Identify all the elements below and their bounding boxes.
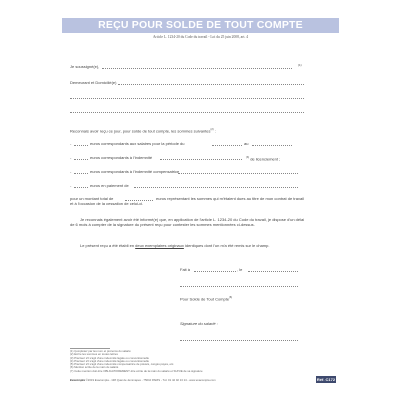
footnote-3: (3) Précisez s'il s'agit d'une indemnité légale ou conventionnelle xyxy=(70,355,149,360)
line-compensatrice: euros correspondants à l'indemnité compensatrice xyxy=(90,169,180,174)
bullet-2: - xyxy=(70,155,72,160)
field-amount-3[interactable] xyxy=(74,173,88,174)
text-exemplaires xyxy=(70,243,306,248)
line-paiement: euros en paiement de xyxy=(90,183,129,188)
line-licenciement-label: de licenciement ; xyxy=(250,156,281,162)
receipt-form-page xyxy=(62,10,339,390)
bullet-4: - xyxy=(70,183,72,188)
ref-2: (2) xyxy=(210,128,214,131)
field-compensatrice[interactable] xyxy=(178,173,298,174)
field-mention-line[interactable] xyxy=(180,286,298,287)
footer-brand: Exacompta xyxy=(70,378,85,382)
footnote-1: (1) Complétez par les nom et prénoms du salarié xyxy=(70,349,131,353)
text-montant-detail: euros représentant les sommes qui m'étaient dues au titre de mon contrat de travail et à l'occasion de la cessation de celui-ci. xyxy=(70,196,304,206)
text-montant: pour un montant total de xyxy=(70,196,114,201)
field-address-line-2[interactable] xyxy=(70,98,304,99)
footnote-4: (4) Précisez s'il s'agit d'une indemnité légale ou conventionnelle xyxy=(70,358,149,363)
field-soussigne[interactable] xyxy=(102,68,292,69)
field-demeurant[interactable] xyxy=(118,84,304,85)
ref-1: (1) xyxy=(298,63,302,67)
page-subtitle: Article L. 1234-20 du Code du travail - Loi du 25 juin 2008, art. 4 xyxy=(152,35,249,39)
page-title: REÇU POUR SOLDE DE TOUT COMPTE xyxy=(62,18,339,33)
label-pour-solde-text: Pour Solde de Tout Compte xyxy=(180,296,230,302)
footer-address-text: ©2019 Exacompta - 138 Quai de Jemmapes - 75010 PARIS - Tél. 01 42 02 13 14 - www.exacompta.com xyxy=(85,378,216,382)
footnote-2: (2) Écrire les sommes en toutes lettres xyxy=(70,352,118,357)
field-paiement[interactable] xyxy=(134,187,298,188)
line-licenciement xyxy=(246,155,280,161)
label-demeurant: Demeurant et Domicilié(e) xyxy=(70,80,117,85)
text-reconnais: Reconnais avoir reçu ce jour, pour solde de tout compte, les sommes suivantes$^{(2)}$ : xyxy=(70,128,216,134)
field-amount-1[interactable] xyxy=(74,145,88,146)
line-indemnite: euros correspondants à l'indemnité xyxy=(90,155,153,160)
text-exemplaires-b: deux exemplaires originaux xyxy=(135,243,184,248)
field-indemnite-type[interactable] xyxy=(160,159,242,160)
field-period-start[interactable] xyxy=(212,145,242,146)
label-soussigne: Je soussigné(e), xyxy=(70,64,100,69)
label-signature: Signature du salarié : xyxy=(180,321,218,326)
line-au: au xyxy=(244,141,249,146)
field-amount-4[interactable] xyxy=(74,187,88,188)
bullet-1: - xyxy=(70,141,72,146)
text-exemplaires-a: Le présent reçu a été établi en xyxy=(80,243,135,248)
footnotes xyxy=(70,350,203,373)
field-period-end[interactable] xyxy=(252,145,292,146)
field-date[interactable] xyxy=(248,271,298,272)
field-address-line-3[interactable] xyxy=(70,112,304,113)
ref-6: (6) xyxy=(229,296,233,299)
field-fait-a[interactable] xyxy=(194,271,236,272)
footnote-7: (7) Cette mention doit être OBLIGATOIREMENT être écrite de la main du salarié et SUIVIE de sa signature xyxy=(70,368,203,373)
text-reconnais-label: Reconnais avoir reçu ce jour, pour solde de tout compte, les sommes suivantes xyxy=(70,128,211,134)
line-salaires: euros correspondants aux salaires pour la période du xyxy=(90,141,185,146)
text-informe: Je reconnais également avoir été informé(e) que, en application de l'article L. 1234-20 du Code du travail, je dispose d'un délai de 6 mois à compter de la signature du présent reçu pour contester les sommes mentionnées ci-dessus. xyxy=(70,217,305,227)
footnote-5: (5) Précisez s'il s'agit d'une indemnité compensatrice de préavis, congés payés, etc. xyxy=(70,362,175,367)
bullet-3: - xyxy=(70,169,72,174)
label-pour-solde xyxy=(180,295,232,301)
label-le: , le xyxy=(237,267,243,272)
field-amount-2[interactable] xyxy=(74,159,88,160)
text-exemplaires-c: identiques dont l'un m'a été remis sur le champ. xyxy=(185,243,270,248)
field-signature[interactable] xyxy=(180,340,298,341)
ref-3: (3) xyxy=(246,156,250,159)
footnote-6: (6) Mention écrite de la main du salarié xyxy=(70,365,119,370)
footer-address xyxy=(70,378,216,383)
footer-ref-badge: Réf. C172 xyxy=(316,377,336,382)
label-fait-a: Fait à xyxy=(180,267,191,272)
